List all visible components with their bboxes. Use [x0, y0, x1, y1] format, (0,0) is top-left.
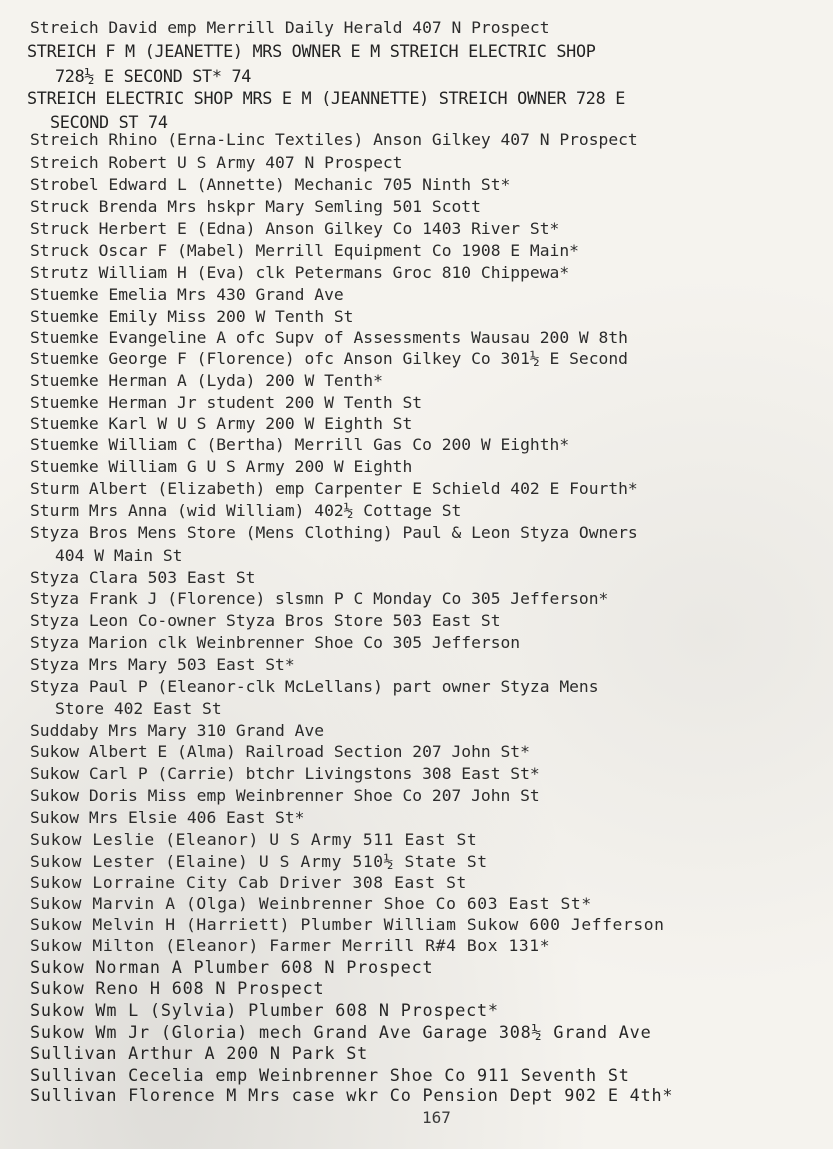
directory-entry: Sukow Lester (Elaine) U S Army 510½ State St — [30, 852, 488, 871]
directory-entry: Sukow Lorraine City Cab Driver 308 East St — [30, 873, 467, 892]
directory-entry: Sukow Reno H 608 N Prospect — [30, 978, 325, 998]
directory-entry-continuation: SECOND ST 74 — [50, 112, 168, 132]
directory-entry: Struck Oscar F (Mabel) Merrill Equipment Co 1908 E Main* — [30, 241, 579, 260]
directory-entry: Sukow Milton (Eleanor) Farmer Merrill R#4 Box 131* — [30, 936, 551, 955]
directory-entry: Suddaby Mrs Mary 310 Grand Ave — [30, 721, 325, 740]
directory-entry: Struck Brenda Mrs hskpr Mary Semling 501 Scott — [30, 197, 481, 216]
directory-entry: Sukow Leslie (Eleanor) U S Army 511 East St — [30, 830, 478, 849]
directory-entry: Sukow Wm Jr (Gloria) mech Grand Ave Garage 308½ Grand Ave — [30, 1022, 652, 1042]
directory-entry: Styza Paul P (Eleanor-clk McLellans) part owner Styza Mens — [30, 677, 599, 696]
directory-entry: Styza Leon Co-owner Styza Bros Store 503 East St — [30, 611, 501, 630]
directory-entry: Struck Herbert E (Edna) Anson Gilkey Co 1403 River St* — [30, 219, 560, 238]
directory-entry: Stuemke Herman Jr student 200 W Tenth St — [30, 393, 423, 412]
directory-entry: Sturm Mrs Anna (wid William) 402½ Cottage St — [30, 501, 462, 520]
directory-entry: Stuemke Evangeline A ofc Supv of Assessments Wausau 200 W 8th — [30, 328, 628, 347]
directory-entry: Strobel Edward L (Annette) Mechanic 705 Ninth St* — [30, 175, 511, 194]
directory-entry: Styza Frank J (Florence) slsmn P C Monday Co 305 Jefferson* — [30, 589, 609, 608]
directory-entry: Stuemke Herman A (Lyda) 200 W Tenth* — [30, 371, 383, 390]
directory-entry: Styza Clara 503 East St — [30, 568, 256, 587]
directory-entry-continuation: 404 W Main St — [55, 546, 183, 565]
directory-entry: Sullivan Florence M Mrs case wkr Co Pension Dept 902 E 4th* — [30, 1085, 674, 1105]
page-number: 167 — [422, 1108, 451, 1127]
directory-entry: Streich David emp Merrill Daily Herald 407 N Prospect — [30, 18, 550, 37]
directory-entry-continuation: Store 402 East St — [55, 699, 222, 718]
directory-entry: Styza Marion clk Weinbrenner Shoe Co 305 Jefferson — [30, 633, 521, 652]
directory-entry: Stuemke William C (Bertha) Merrill Gas Co 200 W Eighth* — [30, 435, 570, 454]
directory-entry: Styza Bros Mens Store (Mens Clothing) Paul & Leon Styza Owners — [30, 523, 638, 542]
directory-entry: Stuemke Emily Miss 200 W Tenth St — [30, 307, 354, 326]
directory-entry: Sukow Marvin A (Olga) Weinbrenner Shoe Co 603 East St* — [30, 894, 592, 913]
directory-entry: Sukow Mrs Elsie 406 East St* — [30, 808, 305, 827]
directory-entry: Sukow Carl P (Carrie) btchr Livingstons 308 East St* — [30, 764, 540, 783]
directory-entry: Stuemke Karl W U S Army 200 W Eighth St — [30, 414, 413, 433]
directory-entry: Sukow Wm L (Sylvia) Plumber 608 N Prospect* — [30, 1000, 499, 1020]
directory-entry-business: STREICH F M (JEANETTE) MRS OWNER E M STREICH ELECTRIC SHOP — [27, 41, 596, 61]
directory-entry: Styza Mrs Mary 503 East St* — [30, 655, 295, 674]
directory-entry: Sukow Melvin H (Harriett) Plumber William Sukow 600 Jefferson — [30, 915, 665, 934]
directory-entry: Sukow Albert E (Alma) Railroad Section 207 John St* — [30, 742, 530, 761]
directory-entry: Streich Robert U S Army 407 N Prospect — [30, 153, 403, 172]
directory-entry: Stuemke Emelia Mrs 430 Grand Ave — [30, 285, 344, 304]
directory-entry-continuation: 728½ E SECOND ST* 74 — [55, 66, 252, 86]
directory-entry: Stuemke William G U S Army 200 W Eighth — [30, 457, 413, 476]
directory-entry: Streich Rhino (Erna-Linc Textiles) Anson Gilkey 407 N Prospect — [30, 130, 638, 149]
directory-entry: Sullivan Cecelia emp Weinbrenner Shoe Co 911 Seventh St — [30, 1065, 630, 1085]
directory-entry: Sukow Norman A Plumber 608 N Prospect — [30, 957, 434, 977]
directory-entry-business: STREICH ELECTRIC SHOP MRS E M (JEANNETTE) STREICH OWNER 728 E — [27, 88, 625, 108]
directory-entry: Strutz William H (Eva) clk Petermans Groc 810 Chippewa* — [30, 263, 570, 282]
directory-entry: Sukow Doris Miss emp Weinbrenner Shoe Co 207 John St — [30, 786, 540, 805]
directory-entry: Stuemke George F (Florence) ofc Anson Gilkey Co 301½ E Second — [30, 349, 628, 368]
directory-entry: Sullivan Arthur A 200 N Park St — [30, 1043, 368, 1063]
directory-entry: Sturm Albert (Elizabeth) emp Carpenter E Schield 402 E Fourth* — [30, 479, 638, 498]
